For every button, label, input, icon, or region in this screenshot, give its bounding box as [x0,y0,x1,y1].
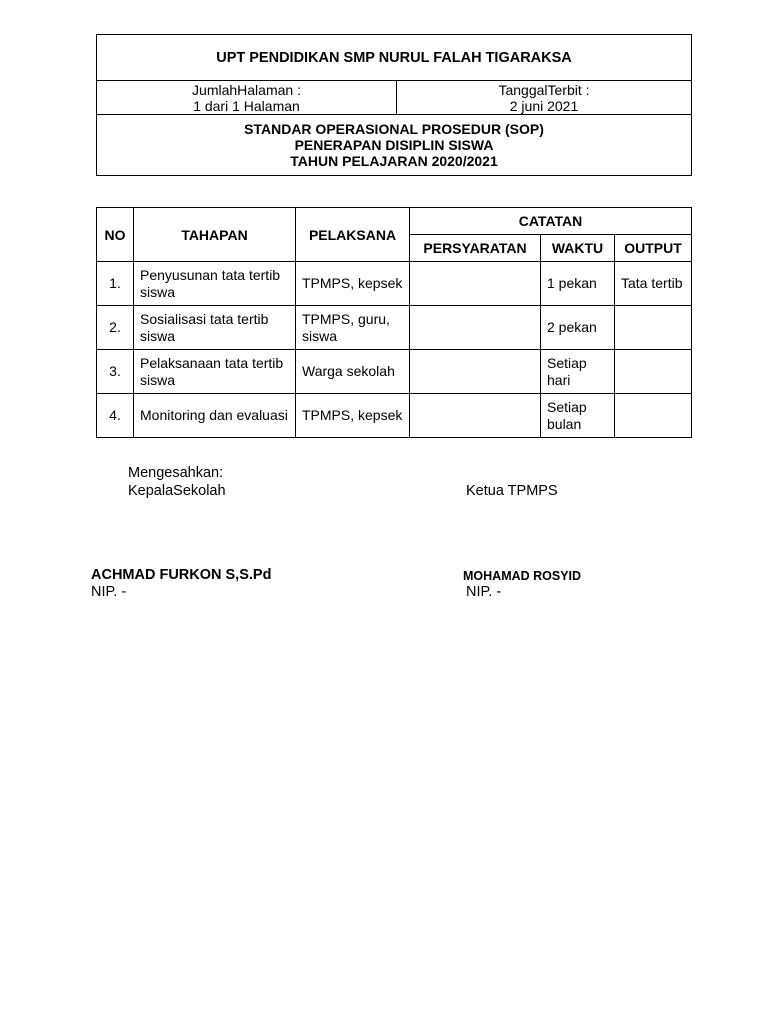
col-header-catatan: CATATAN [410,208,692,235]
principal-name: ACHMAD FURKON S,S.Pd [91,567,272,583]
sop-title-line2: PENERAPAN DISIPLIN SISWA [294,137,494,153]
header-table [96,34,692,176]
row-tahapan: Penyusunan tata tertib siswa [134,262,296,306]
committee-head-nip: NIP. - [466,584,502,600]
col-header-pelaksana: PELAKSANA [296,208,410,262]
page-count-cell [97,81,397,115]
school-name: UPT PENDIDIKAN SMP NURUL FALAH TIGARAKSA [97,35,692,81]
row-persyaratan [410,306,541,350]
row-waktu: Setiap bulan [541,394,615,438]
table-row [97,350,692,394]
row-pelaksana: TPMPS, kepsek [296,394,410,438]
row-tahapan: Monitoring dan evaluasi [134,394,296,438]
row-output [615,394,692,438]
publish-date-cell [397,81,692,115]
table-row [97,394,692,438]
col-header-output: OUTPUT [615,235,692,262]
col-header-waktu: WAKTU [541,235,615,262]
row-no: 4. [97,394,134,438]
page-count-label: JumlahHalaman : [192,81,301,98]
row-tahapan: Pelaksanaan tata tertib siswa [134,350,296,394]
col-header-no: NO [97,208,134,262]
sop-title-cell [97,115,692,176]
committee-head-role: Ketua TPMPS [466,483,558,499]
row-no: 2. [97,306,134,350]
page-count-value: 1 dari 1 Halaman [193,97,300,114]
row-waktu: 2 pekan [541,306,615,350]
row-output [615,306,692,350]
row-persyaratan [410,350,541,394]
row-waktu: 1 pekan [541,262,615,306]
sop-title-line1: STANDAR OPERASIONAL PROSEDUR (SOP) [244,121,544,137]
principal-role: KepalaSekolah [128,483,226,499]
publish-date-value: 2 juni 2021 [509,97,579,114]
row-waktu: Setiap hari [541,350,615,394]
sop-title-line3: TAHUN PELAJARAN 2020/2021 [290,153,498,169]
committee-head-name: MOHAMAD ROSYID [463,569,582,583]
table-row [97,306,692,350]
row-output: Tata tertib [615,262,692,306]
row-pelaksana: TPMPS, guru, siswa [296,306,410,350]
table-row [97,262,692,306]
col-header-tahapan: TAHAPAN [134,208,296,262]
row-no: 1. [97,262,134,306]
principal-nip: NIP. - [91,584,127,600]
approval-label: Mengesahkan: [128,465,224,481]
row-pelaksana: TPMPS, kepsek [296,262,410,306]
row-persyaratan [410,394,541,438]
row-persyaratan [410,262,541,306]
col-header-persyaratan: PERSYARATAN [410,235,541,262]
row-output [615,350,692,394]
row-pelaksana: Warga sekolah [296,350,410,394]
publish-date-label: TanggalTerbit : [498,81,590,98]
row-no: 3. [97,350,134,394]
row-tahapan: Sosialisasi tata tertib siswa [134,306,296,350]
procedure-table [96,207,692,438]
